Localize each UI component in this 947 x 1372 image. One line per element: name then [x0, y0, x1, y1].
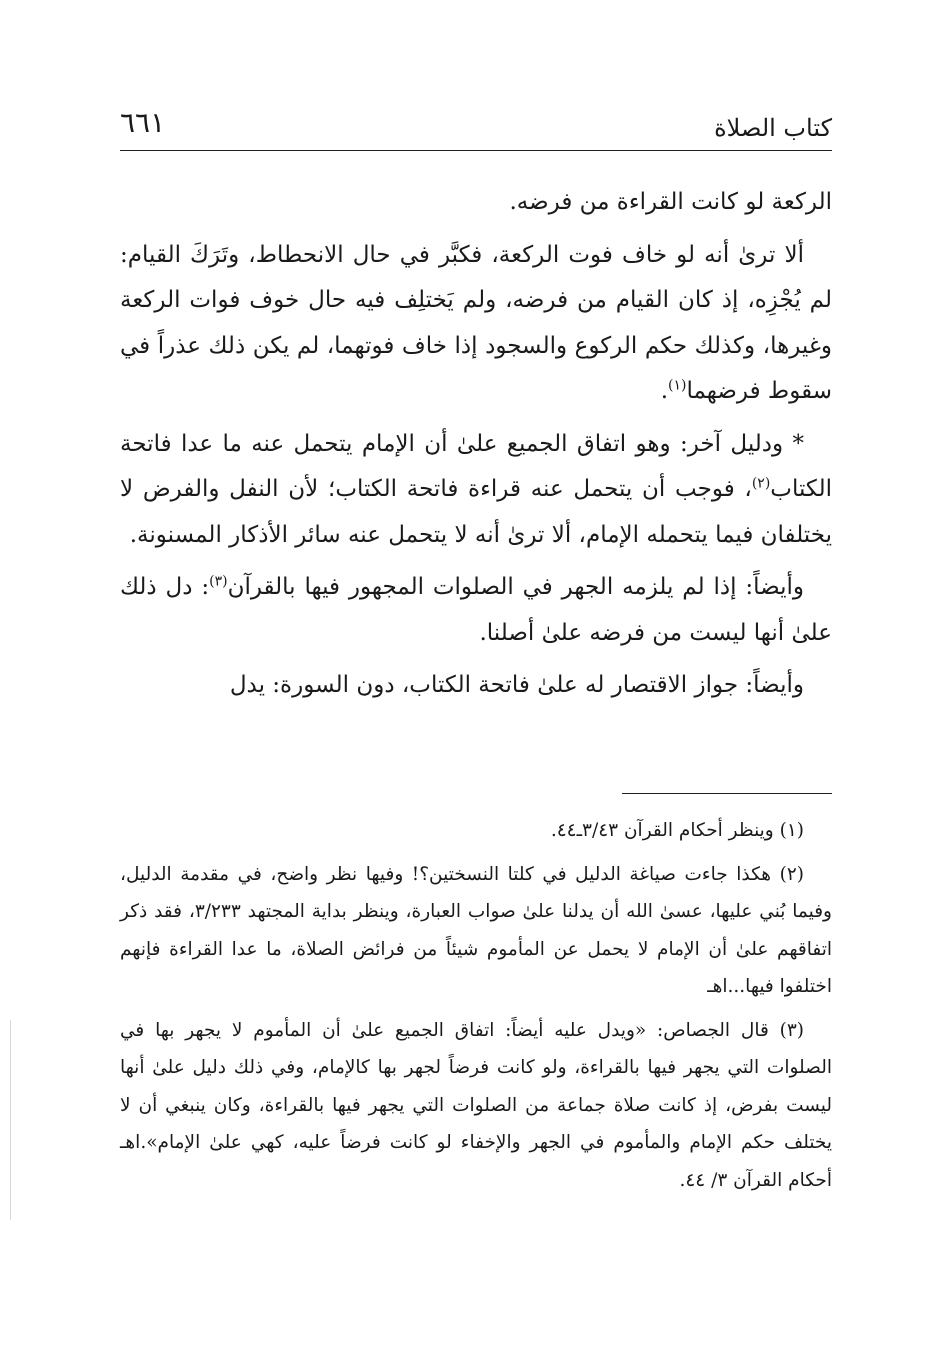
- paragraph-4-text-b: : دل ذلك علىٰ أنها ليست من فرضه علىٰ أصلنا.: [120, 574, 832, 646]
- page-number: ٦٦١: [120, 106, 166, 139]
- running-title: كتاب الصلاة: [714, 114, 832, 142]
- footnote-3: (٣) قال الجصاص: «ويدل عليه أيضاً: اتفاق الجميع علىٰ أن المأموم لا يجهر بها في الصلوات التي يجهر فيها بالقراءة، ولو كانت فرضاً لجهر بها كالإمام، وفي ذلك دليل علىٰ أنها ليست بفرض، إذ كانت صلاة جماعة من الصلوات التي يجهر فيها بالقراءة، وكان ينبغي أن لا يختلف حكم الإمام والمأموم في الجهر والإخفاء لو كانت فرضاً عليه، كهي علىٰ الإمام».اهـ أحكام القرآن ٣/ ٤٤.: [120, 1019, 832, 1191]
- paragraph-2: [120, 233, 832, 415]
- footnote-1: (١) وينظر أحكام القرآن ٣/٤٣ـ٤٤.: [550, 820, 804, 841]
- footnotes: [120, 812, 832, 1205]
- footnote-ref-2: (٢): [751, 475, 771, 492]
- footnote-ref-3: (٣): [209, 573, 228, 590]
- main-text: [120, 180, 832, 716]
- paragraph-4: [120, 565, 832, 656]
- book-page: [120, 100, 832, 1300]
- paragraph-2-end: .: [660, 378, 669, 404]
- paragraph-1: الركعة لو كانت القراءة من فرضه.: [509, 189, 832, 215]
- paragraph-3-text-b: ، فوجب أن يتحمل عنه قراءة فاتحة الكتاب؛ لأن النفل والفرض لا يختلفان فيما يتحمله الإمام، ألا ترىٰ أنه لا يتحمل عنه سائر الأذكار المسنونة.: [120, 476, 832, 548]
- paragraph-2-text: ألا ترىٰ أنه لو خاف فوت الركعة، فكبَّر في حال الانحطاط، وتَرَكَ القيام: لم يُجْزِه، إذ كان القيام من فرضه، ولم يَختلِف فيه حال خوف فوات الركعة وغيرها، وكذلك حكم الركوع والسجود إذا خاف فوتهما، لم يكن ذلك عذراً في سقوط فرضهما: [120, 241, 832, 404]
- page-header: [120, 100, 832, 151]
- footnote-2: (٢) هكذا جاءت صياغة الدليل في كلتا النسختين؟! وفيها نظر واضح، في مقدمة الدليل، وفيما بُني عليها، عسىٰ الله أن يدلنا علىٰ صواب العبارة، وينظر بداية المجتهد ٣/٢٣٣، فقد ذكر اتفاقهم علىٰ أن الإمام لا يحمل عن المأموم شيئاً من فرائض الصلاة، ما عدا القراءة فإنهم اختلفوا فيها...اهـ: [120, 863, 832, 997]
- paragraph-4-text-a: وأيضاً: إذا لم يلزمه الجهر في الصلوات المجهور فيها بالقرآن: [227, 574, 804, 600]
- scan-margin-line: [10, 1020, 11, 1220]
- footnote-ref-1: (١): [668, 377, 687, 394]
- paragraph-5: وأيضاً: جواز الاقتصار له علىٰ فاتحة الكتاب، دون السورة: يدل: [229, 672, 804, 698]
- paragraph-3-text-a: * ودليل آخر: وهو اتفاق الجميع علىٰ أن الإمام يتحمل عنه ما عدا فاتحة الكتاب: [120, 430, 832, 502]
- paragraph-3: [120, 422, 832, 559]
- footnote-divider: [622, 793, 832, 794]
